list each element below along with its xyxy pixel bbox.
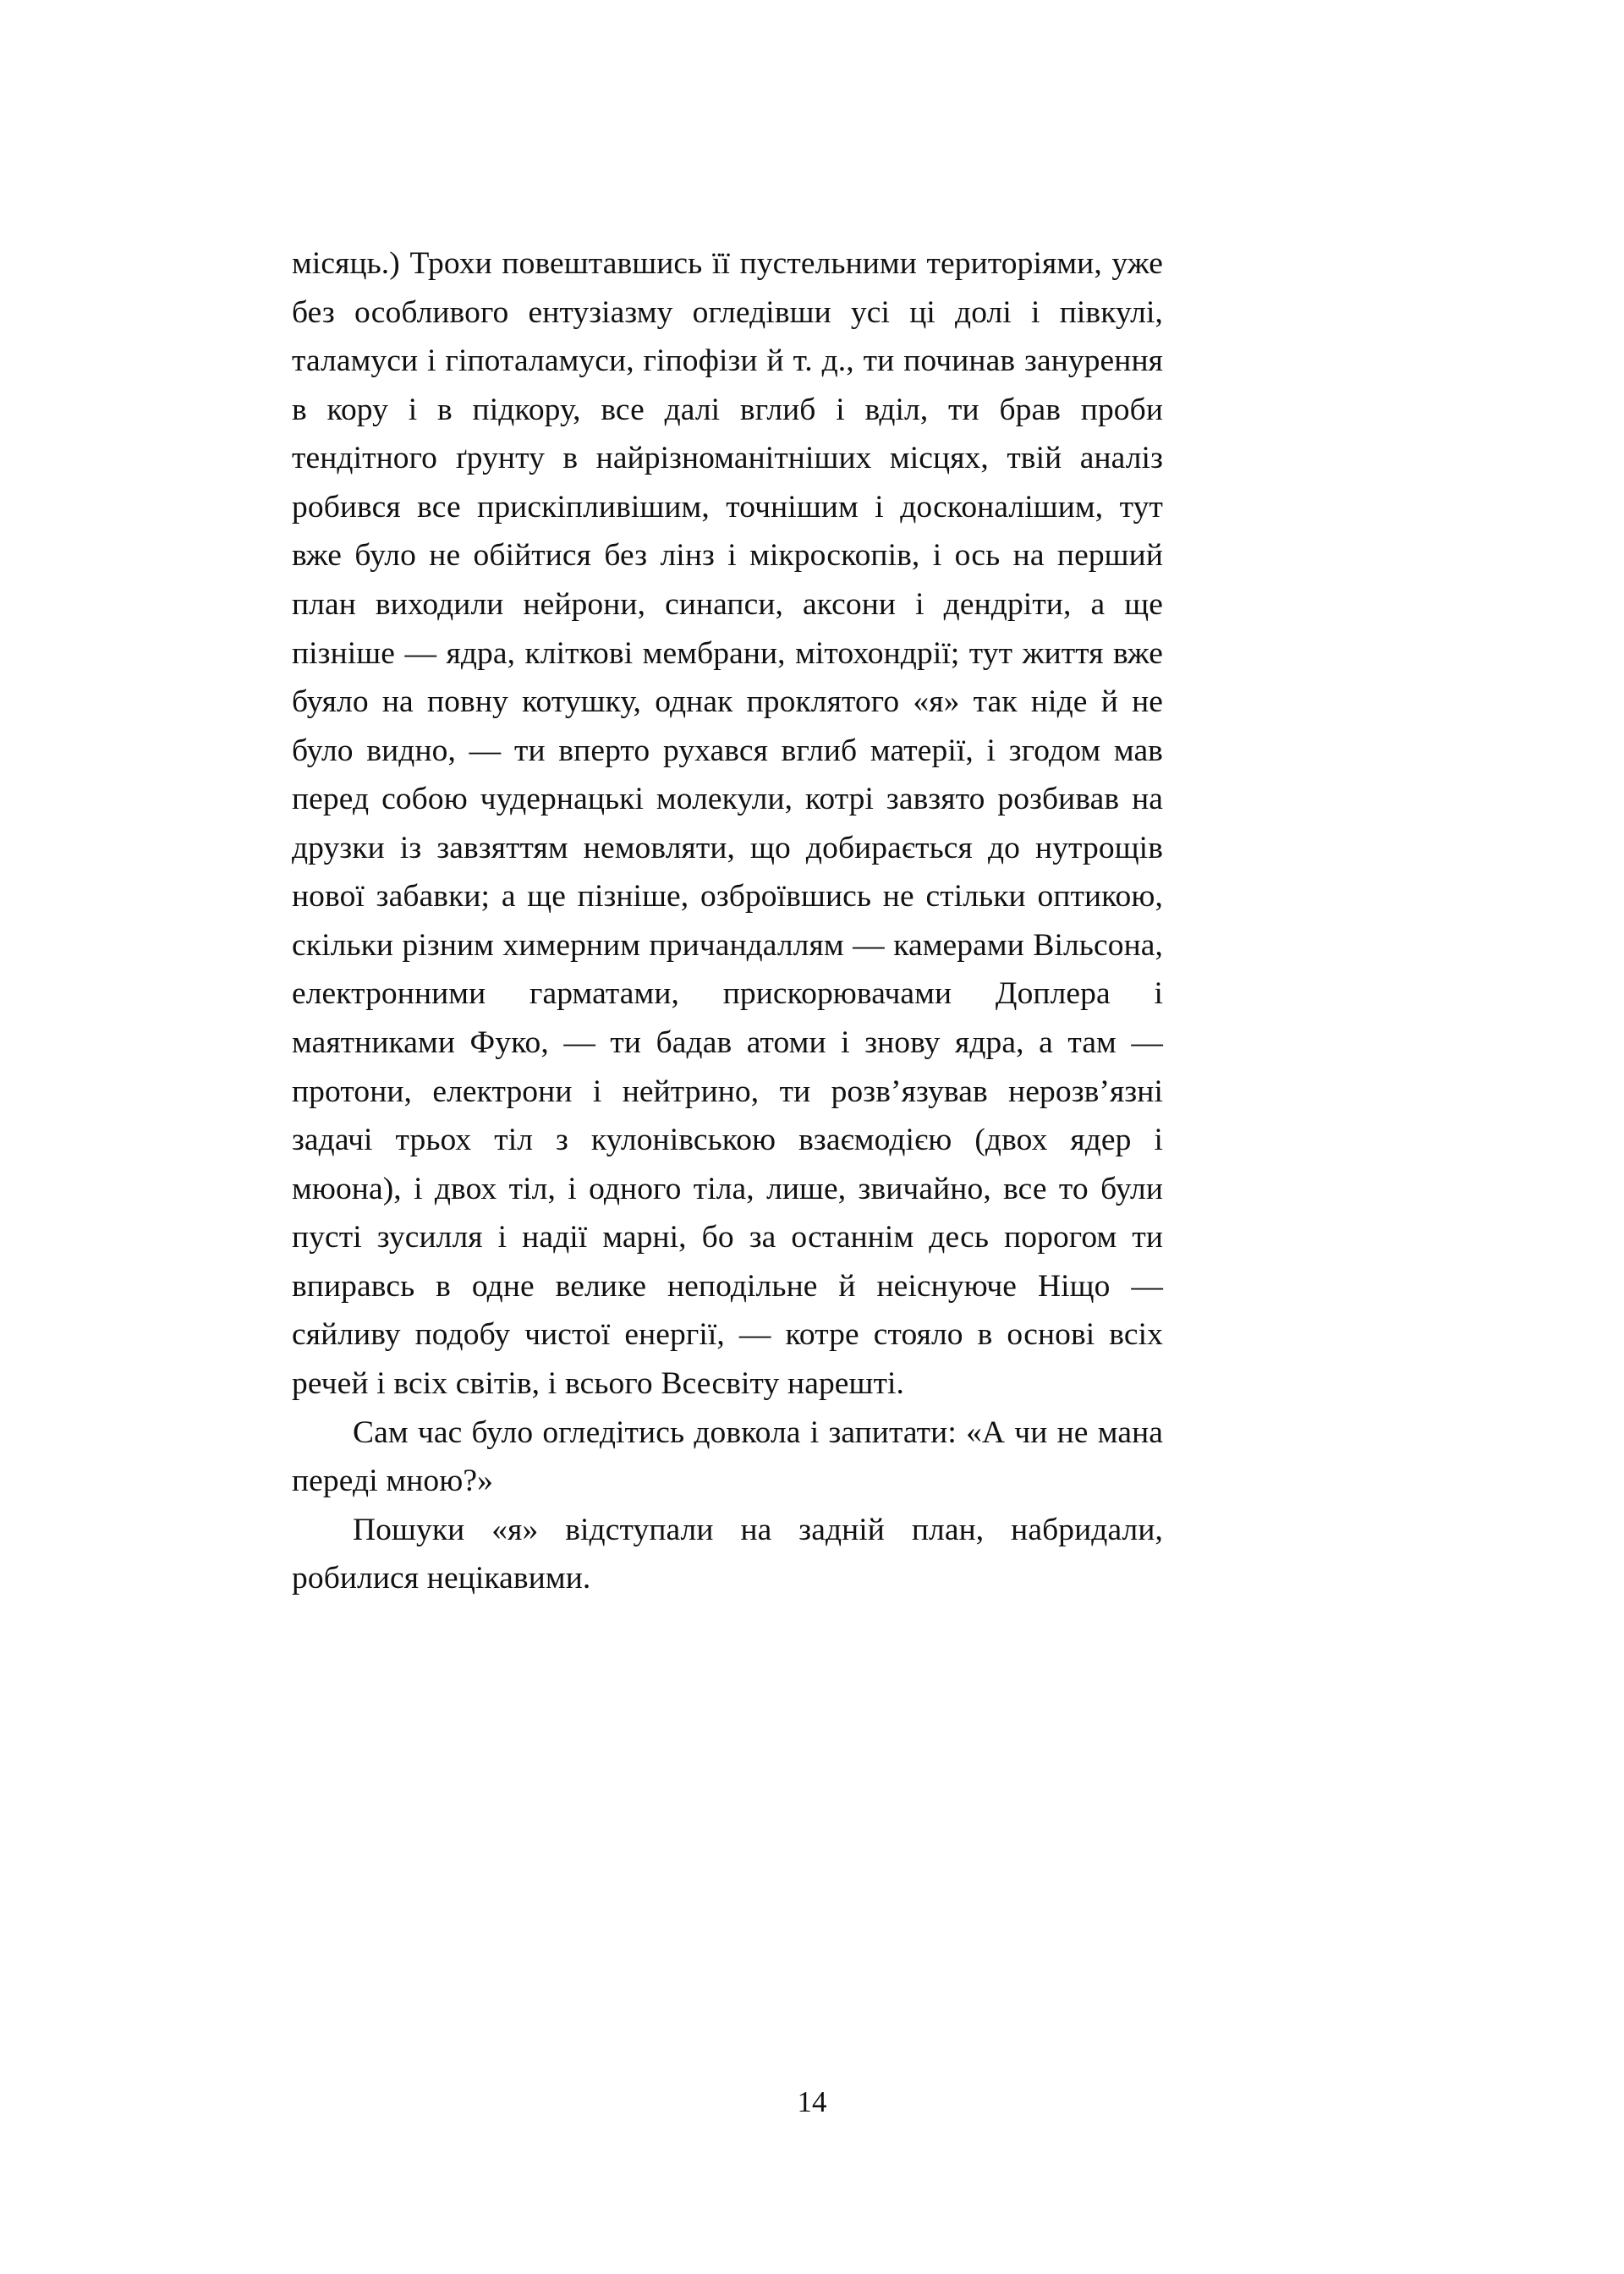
paragraph: Пошуки «я» відступали на задній план, набридали, робилися нецікавими. xyxy=(292,1512,1163,1596)
body-text xyxy=(292,239,1163,1603)
paragraph: місяць.) Трохи повештавшись її пустельними територіями, уже без особливого ентузіазму огледівши усі ці долі і півкулі, таламуси і гіпоталамуси, гіпофізи й т. д., ти починав занурення в кору і в підкору, все далі вглиб і вділ, ти брав проби тендітного ґрунту в найрізноманітніших місцях, твій аналіз робився все прискіпливішим, точнішим і досконалішим, тут вже було не обійтися без лінз і мікроскопів, і ось на перший план виходили нейрони, синапси, аксони і дендріти, а ще пізніше — ядра, кліткові мембрани, мітохондрії; тут життя вже буяло на повну котушку, однак проклятого «я» так ніде й не було видно, — ти вперто рухався вглиб матерії, і згодом мав перед собою чудернацькі молекули, котрі завзято розбивав на друзки із завзяттям немовляти, що добирається до нутрощів нової забавки; а ще пізніше, озброївшись не стільки оптикою, скільки різним химерним причандаллям — камерами Вільсона, електронними гарматами, прискорювачами Доплера і маятниками Фуко, — ти бадав атоми і знову ядра, а там — протони, електрони і нейтрино, ти розв’язував нерозв’язні задачі трьох тіл з кулонівською взаємодією (двох ядер і мюона), і двох тіл, і одного тіла, лише, звичайно, все то були пусті зусилля і надії марні, бо за останнім десь порогом ти впиравсь в одне велике неподільне й неіснуюче Ніщо — сяйливу подобу чистої енергії, — котре стояло в основі всіх речей і всіх світів, і всього Всесвіту нарешті. xyxy=(292,246,1163,1401)
page-number: 14 xyxy=(797,2085,827,2118)
paragraph: Сам час було огледітись довкола і запитати: «А чи не мана переді мною?» xyxy=(292,1414,1163,1499)
